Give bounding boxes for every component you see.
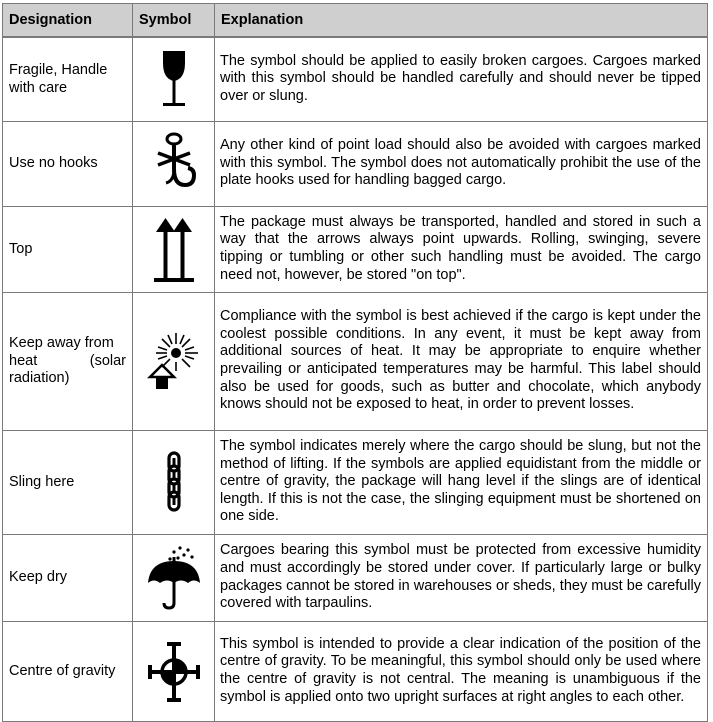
- chain-icon: [162, 451, 186, 515]
- explanation-cell: This symbol is intended to provide a clear indication of the position of the centre of gravity. To be meaningful, this symbol should only be used where the centre of gravity is not central. The meaning is unambiguous if the symbol is applied onto two upright surfaces at right angles to each other.: [215, 622, 708, 722]
- explanation-cell: Cargoes bearing this symbol must be protected from excessive humidity and must accordingly be stored under cover. If particularly large or bulky packages cannot be stored in warehouses or sheds, they must be carefully covered with tarpaulins.: [215, 535, 708, 622]
- designation-cell: Sling here: [3, 431, 133, 535]
- table-row: [3, 122, 708, 207]
- wine-glass-icon: [154, 49, 194, 111]
- this-way-up-arrows-icon: [151, 217, 197, 283]
- explanation-cell: Compliance with the symbol is best achieved if the cargo is kept under the coolest possible conditions. In any event, it must be kept away from additional sources of heat. It may be appropriate to enquire whether prevailing or anticipated temperatures may be harmful. This label should also be used for goods, such as butter and chocolate, which anybody knows should not be exposed to heat, in order to prevent losses.: [215, 293, 708, 431]
- designation-cell: Fragile, Handle with care: [3, 37, 133, 122]
- explanation-cell: The symbol indicates merely where the cargo should be slung, but not the method of lifting. If the symbols are applied equidistant from the middle or centre of gravity, the package will hang level if the slings are of identical length. If this is not the case, the slinging equipment must be shortened on one side.: [215, 431, 708, 535]
- designation-cell: Keep dry: [3, 535, 133, 622]
- header-designation: Designation: [3, 4, 133, 38]
- symbol-cell: [133, 37, 215, 122]
- designation-cell: Centre of gravity: [3, 622, 133, 722]
- designation-line: heat (solar: [9, 352, 126, 369]
- table-row: [3, 37, 708, 122]
- symbol-cell: [133, 122, 215, 207]
- centre-of-gravity-icon: [146, 640, 202, 704]
- symbol-cell: [133, 535, 215, 622]
- header-row: [3, 4, 708, 38]
- sun-over-package-icon: [144, 331, 204, 393]
- explanation-cell: The package must always be transported, handled and stored in such a way that the arrows always point upwards. Rolling, swinging, severe tipping or tumbling or other such handling must be avoided. The cargo need not, however, be stored "on top".: [215, 207, 708, 293]
- explanation-cell: The symbol should be applied to easily broken cargoes. Cargoes marked with this symbol should be handled carefully and should never be tipped over or slung.: [215, 37, 708, 122]
- table-row: [3, 622, 708, 722]
- header-explanation: Explanation: [215, 4, 708, 38]
- table-row: [3, 207, 708, 293]
- table-row: [3, 535, 708, 622]
- symbol-cell: [133, 622, 215, 722]
- header-symbol: Symbol: [133, 4, 215, 38]
- designation-cell: [3, 293, 133, 431]
- umbrella-rain-icon: [144, 545, 204, 611]
- crossed-hook-icon: [152, 131, 196, 197]
- cargo-symbols-table: [2, 3, 708, 722]
- symbol-cell: [133, 293, 215, 431]
- symbol-cell: [133, 207, 215, 293]
- explanation-cell: Any other kind of point load should also be avoided with cargoes marked with this symbol. The symbol does not automatically prohibit the use of the plate hooks used for handling bagged cargo.: [215, 122, 708, 207]
- table-row: [3, 431, 708, 535]
- table-row: [3, 293, 708, 431]
- designation-line: Keep away from: [9, 335, 114, 352]
- designation-line: radiation): [9, 370, 70, 387]
- designation-cell: Top: [3, 207, 133, 293]
- designation-cell: Use no hooks: [3, 122, 133, 207]
- symbol-cell: [133, 431, 215, 535]
